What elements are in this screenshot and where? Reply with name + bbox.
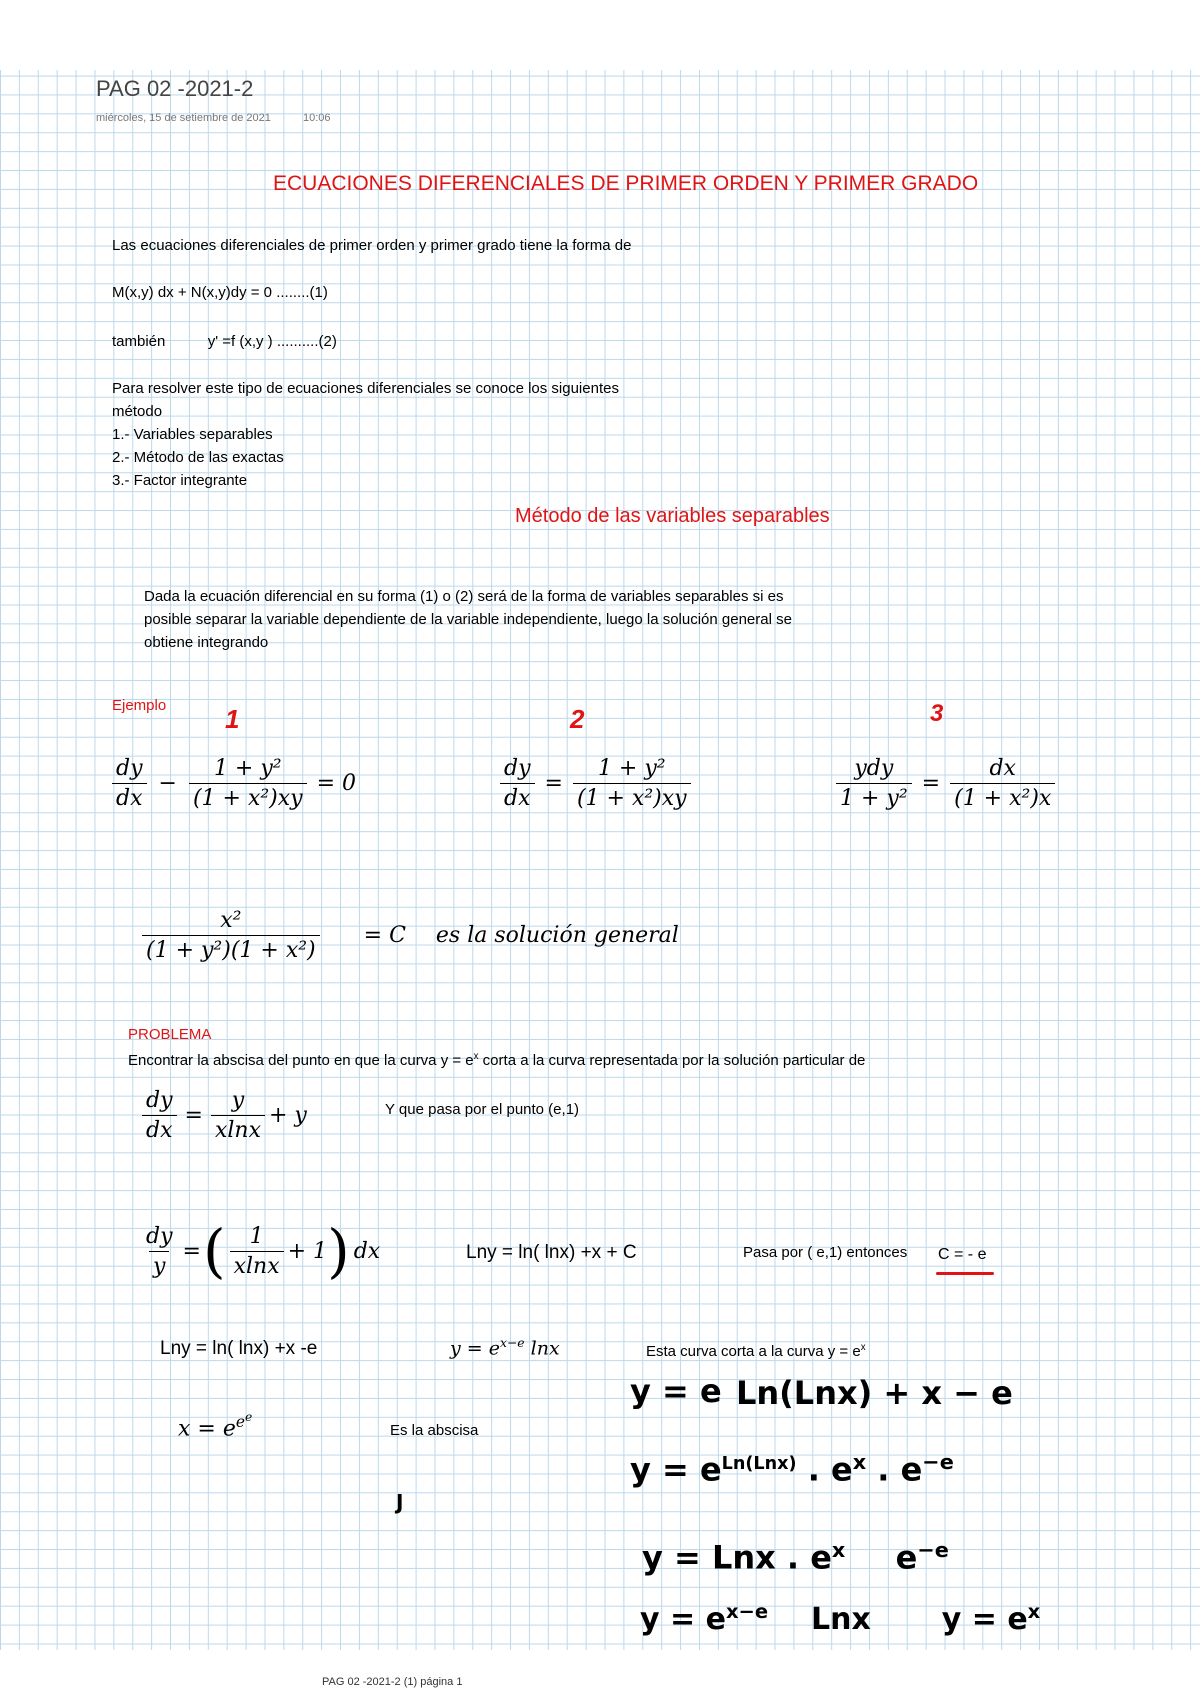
handwriting-text: e — [895, 1538, 918, 1577]
page-header-title: PAG 02 -2021-2 — [96, 76, 254, 101]
example-equation-2 — [496, 756, 695, 811]
page-header-date — [96, 112, 331, 124]
problem-condition: Y que pasa por el punto (e,1) — [385, 1101, 580, 1118]
frac-den: xlnx — [211, 1115, 265, 1143]
abscissa-label: Es la abscisa — [390, 1422, 479, 1439]
step2-text: Lny = ln( lnx) +x -e — [160, 1338, 318, 1359]
handwriting-text: . e — [807, 1450, 853, 1489]
step2-note-text: Esta curva corta a la curva y = e — [646, 1343, 861, 1360]
problem-equation — [138, 1088, 307, 1143]
problem-statement-end: corta a la curva representada por la solución particular de — [478, 1052, 866, 1069]
step2-equation — [450, 1336, 560, 1359]
equation-tail: + 1 — [287, 1238, 328, 1264]
handwriting-text: y = e — [630, 1372, 722, 1410]
handwriting-exp: Ln(Lnx) — [721, 1454, 797, 1474]
frac-den: (1 + x²)xy — [189, 783, 307, 811]
frac-num: 1 + y² — [213, 756, 282, 781]
frac-den: dx — [500, 783, 535, 811]
problem-statement-sup: x — [473, 1051, 479, 1062]
frac-num: dx — [989, 756, 1016, 781]
handwriting-exp: x — [831, 1538, 846, 1562]
footer-band — [0, 1650, 1200, 1699]
handwriting-exp: −e — [917, 1538, 949, 1562]
frac-den: xlnx — [230, 1251, 284, 1279]
handwriting-text: y = e — [640, 1602, 726, 1637]
example-label: Ejemplo — [112, 697, 167, 714]
operator: = — [182, 1238, 201, 1264]
handwriting-line-1 — [630, 1372, 722, 1410]
abscissa-base: x = e — [178, 1416, 236, 1442]
solution-text: es la solución general — [435, 923, 679, 948]
frac-num: 1 + y² — [597, 756, 666, 781]
frac-num: dy — [146, 1223, 173, 1249]
section-text-line: obtiene integrando — [144, 634, 269, 651]
handwriting-text: y = Lnx . e — [642, 1538, 832, 1577]
problem-label: PROBLEMA — [128, 1026, 212, 1043]
equation-2 — [112, 330, 337, 353]
method-item: 3.- Factor integrante — [112, 472, 248, 489]
equation-2-text: y' =f (x,y ) ..........(2) — [207, 333, 337, 350]
frac-num: x² — [220, 908, 242, 933]
handwriting-text: y = e — [941, 1602, 1028, 1637]
section-text-line: posible separar la variable dependiente de la variable independiente, luego la solución general se — [144, 611, 792, 628]
stray-mark: J — [396, 1490, 404, 1514]
frac-num: y — [231, 1088, 245, 1113]
frac-den: (1 + x²)xy — [573, 783, 691, 811]
method-item: 1.- Variables separables — [112, 426, 273, 443]
frac-den: (1 + y²)(1 + x²) — [142, 935, 320, 963]
step-number-3: 3 — [930, 700, 944, 727]
step2-note — [646, 1336, 866, 1363]
abscissa-exp1: e — [235, 1413, 245, 1432]
main-title: ECUACIONES DIFERENCIALES DE PRIMER ORDEN Y PRIMER GRADO — [273, 172, 979, 195]
step2-exp: x−e — [499, 1336, 525, 1350]
frac-den: dx — [112, 783, 147, 811]
equation-2-label: también — [112, 333, 166, 350]
operator: = — [921, 771, 941, 796]
abscissa-exp2: e — [244, 1410, 253, 1424]
handwriting-line-4 — [640, 1600, 1040, 1637]
example-equation-3 — [832, 756, 1059, 811]
handwriting-line-1-exp: Ln(Lnx) + x − e — [736, 1374, 1013, 1412]
example-equation-1 — [108, 756, 356, 811]
date-text: miércoles, 15 de setiembre de 2021 — [96, 112, 271, 124]
frac-num: dy — [116, 756, 143, 781]
equation-1: M(x,y) dx + N(x,y)dy = 0 ........(1) — [112, 284, 328, 301]
operator: = — [544, 771, 563, 796]
frac-den: y — [149, 1251, 169, 1279]
handwriting-exp: x−e — [725, 1600, 769, 1623]
handwriting-exp: −e — [922, 1450, 954, 1474]
handwriting-exp: x — [1027, 1600, 1041, 1623]
step1-equation: $\frac{dy}{y}$ = ( $\frac{1}{xlnx}$ + 1 ) dx — [138, 1222, 380, 1280]
step2-tail: lnx — [524, 1337, 560, 1360]
frac-den: 1 + y² — [836, 783, 912, 811]
step2-base: y = e — [450, 1337, 500, 1360]
frac-num: dy — [504, 756, 531, 781]
handwriting-line-3 — [642, 1538, 949, 1577]
time-text: 10:06 — [303, 112, 331, 124]
step1-result: Lny = ln( lnx) +x + C — [466, 1242, 637, 1263]
handwriting-text: Lnx — [811, 1602, 871, 1637]
general-solution — [138, 908, 679, 963]
methods-intro-1: Para resolver este tipo de ecuaciones diferenciales se conoce los siguientes — [112, 380, 619, 397]
page-footer: PAG 02 -2021-2 (1) página 1 — [322, 1676, 463, 1688]
c-value: C = - e — [938, 1246, 987, 1263]
step-number-1: 1 — [225, 704, 240, 734]
handwriting-text: . e — [877, 1450, 923, 1489]
frac-num: ydy — [854, 756, 894, 781]
equation-rhs: = 0 — [316, 771, 357, 796]
section-title: Método de las variables separables — [515, 505, 830, 527]
section-text-line: Dada la ecuación diferencial en su forma (1) o (2) será de la forma de variables separables si es — [144, 588, 784, 605]
abscissa-equation — [178, 1410, 252, 1441]
frac-den: dx — [142, 1115, 177, 1143]
handwriting-text: y = e — [630, 1450, 722, 1489]
problem-statement — [128, 1045, 865, 1072]
handwriting-line-2 — [630, 1450, 954, 1489]
problem-statement-text: Encontrar la abscisa del punto en que la curva y = e — [128, 1052, 474, 1069]
frac-num: dy — [146, 1088, 173, 1113]
handwriting-exp: x — [852, 1450, 867, 1474]
method-item: 2.- Método de las exactas — [112, 449, 284, 466]
operator: − — [158, 771, 177, 796]
step2-note-sup: x — [860, 1342, 866, 1353]
methods-intro-2: método — [112, 403, 163, 420]
intro-line: Las ecuaciones diferenciales de primer orden y primer grado tiene la forma de — [112, 237, 632, 254]
frac-num: 1 — [249, 1223, 264, 1249]
passes-text: Pasa por ( e,1) entonces — [743, 1244, 908, 1261]
c-value-underline — [936, 1272, 994, 1275]
solution-rhs: = C — [363, 923, 406, 948]
operator: = — [184, 1103, 203, 1128]
frac-den: (1 + x²)x — [950, 783, 1055, 811]
equation-dx: dx — [353, 1238, 381, 1264]
equation-tail: + y — [268, 1103, 307, 1128]
step-number-2: 2 — [570, 704, 585, 734]
